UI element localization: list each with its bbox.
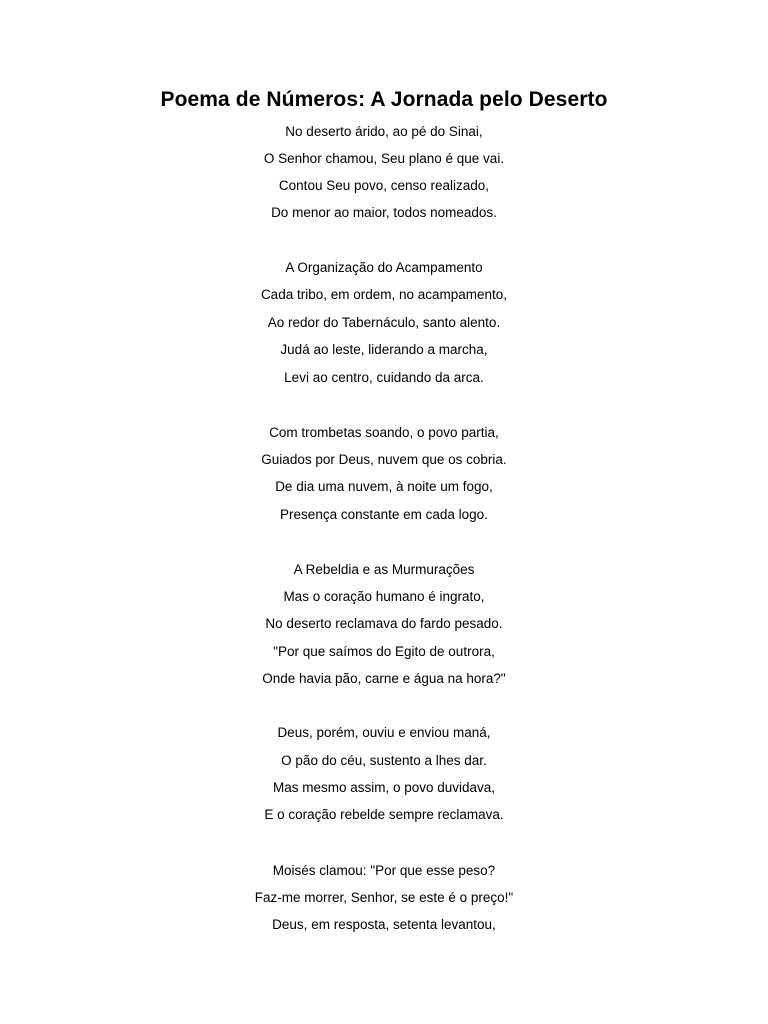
poem-line: "Por que saímos do Egito de outrora, [273,644,495,659]
poem-line: Mas o coração humano é ingrato, [283,589,485,604]
poem-line: Com trombetas soando, o povo partia, [269,425,499,440]
poem-line: E o coração rebelde sempre reclamava. [264,807,504,822]
poem-line: Ao redor do Tabernáculo, santo alento. [267,315,501,330]
poem-line: De dia uma nuvem, à noite um fogo, [275,479,493,494]
poem-line: Deus, porém, ouviu e enviou maná, [277,725,491,740]
poem-line: Contou Seu povo, censo realizado, [278,178,490,193]
poem-line: Deus, em resposta, setenta levantou, [272,917,496,932]
section-heading: A Rebeldia e as Murmurações [293,562,475,577]
poem-title: Poema de Números: A Jornada pelo Deserto [160,88,608,111]
poem-line: Onde havia pão, carne e água na hora?" [262,671,506,686]
poem-line: Cada tribo, em ordem, no acampamento, [260,287,508,302]
poem-line: Faz-me morrer, Senhor, se este é o preço!" [254,890,514,905]
poem-line: Judá ao leste, liderando a marcha, [280,342,488,357]
poem-line: Presença constante em cada logo. [280,507,488,522]
poem-line: Do menor ao maior, todos nomeados. [271,205,497,220]
poem-line: No deserto reclamava do fardo pesado. [265,616,503,631]
poem-line: Levi ao centro, cuidando da arca. [284,370,484,385]
poem-line: O pão do céu, sustento a lhes dar. [281,753,487,768]
poem-line: Moisés clamou: "Por que esse peso? [272,863,496,878]
poem-line: Mas mesmo assim, o povo duvidava, [272,780,496,795]
poem-line: Guiados por Deus, nuvem que os cobria. [261,452,507,467]
poem-line: No deserto árido, ao pé do Sinai, [285,124,483,139]
section-heading: A Organização do Acampamento [285,260,483,275]
poem-line: O Senhor chamou, Seu plano é que vai. [263,151,505,166]
